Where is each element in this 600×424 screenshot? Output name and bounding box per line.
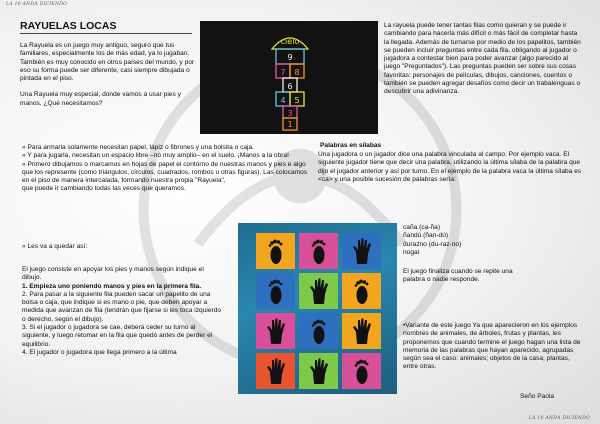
cell-number: 3 (287, 109, 293, 118)
list-item: » Primero dibujamos o marcamos en hojas de papel el contorno de nuestras manos y pies e algo que los represente (como triángulos, círculos, cuadrados, rombos u otras figuras). Las colocamos en el piso de manera intercalada, formando nuestra propia "Rayuela", (22, 160, 308, 185)
foot-icon (261, 236, 291, 266)
foot-tile (256, 233, 295, 269)
hopscotch-chalk-drawing (200, 21, 378, 134)
intro-text (20, 42, 196, 108)
foot-icon (304, 316, 334, 346)
rule-item: 2. Para pasar a la siguiente fila pueden sacar un papelito de una bolsa o caja, que indique si es mano o pie, que deben apoyar a medida que avanzan de fila (tendrán que fijarse si les toca izquierdo o derecho, según el dibujo). (22, 290, 222, 323)
cell-number: 8 (294, 68, 300, 77)
list-item: que puede ir cambiando todas las veces que queramos. (22, 185, 186, 193)
hand-icon (347, 316, 377, 346)
foot-icon (347, 356, 377, 386)
word-item: nogal (403, 248, 420, 256)
word-item: durazno (du-raz-no) (403, 240, 462, 248)
hand-icon (304, 276, 334, 306)
cell-number: 7 (280, 68, 286, 77)
list-item: » Y para jugarla, necesitan un espacio libre –no muy amplio– en el suelo. ¡Manos a la obra! (22, 152, 289, 160)
sky-label: cielo (280, 37, 300, 46)
foot-tile (342, 273, 381, 309)
hand-tile (256, 353, 295, 389)
foot-tile (342, 353, 381, 389)
hand-icon (347, 236, 377, 266)
game-variant: •Variante de este juego Ya que aparecieron en los ejemplos nombres de animales, de árboles, frutas y plantas, les proponemos que cuando termine el juego hagan una lista de memoria de las palabras que hayan aparecido, agrupadas según sea el caso: animales; objetos de la casa; plantas, entre otras. (403, 322, 581, 371)
foot-icon (347, 276, 377, 306)
rayuela-variations-text: La rayuela puede tener tantas filas como quieran y se puede ir cambiando para hacerla más difícil o más fácil de completar hasta la llegada. Además de turnarse por medio de los papelitos, también se pueden incluir preguntas entre cada fila, obligando al jugador o jugadora a contestar bien para poder avanzar (algo parecido al juego "Preguntados"). Las preguntas pueden ser sobre sus cosas favoritas: personajes de películas, dibujos, canciones, cuentos o también se pueden agregar desafíos como decir un trabalenguas o descubrir una adivinanza. (384, 22, 581, 96)
game-rules (22, 266, 222, 357)
cell-number: 1 (287, 120, 293, 129)
cell-number: 9 (287, 53, 293, 62)
hand-tile (342, 313, 381, 349)
hand-icon (261, 356, 291, 386)
palabras-text: Una jugadora o un jugador dice una palabra vinculada al campo. Por ejemplo vaca. El siguiente jugador tiene que decir una palabra, utilizando la última sílaba de la palabra que dijo el jugador anterior y así por turno. En el ejemplo de la palabra vaca la última sílaba es <ca> y una posible sucesión de palabras sería: (318, 151, 582, 183)
cell-number: 4 (280, 96, 286, 105)
cell-number: 5 (294, 96, 300, 105)
rules-intro: El juego consiste en apoyar los pies y manos según indique el dibujo. (22, 266, 204, 282)
signature: Seño Paola (520, 393, 555, 400)
hands-feet-photo (238, 223, 397, 394)
words-list (403, 224, 583, 257)
hand-tile (342, 233, 381, 269)
word-item: caña (ca-ña) (403, 224, 441, 231)
foot-icon (304, 236, 334, 266)
rule-item: 1. Empieza uno poniendo manos y pies en la primera fila. (22, 282, 202, 290)
rule-item: 4. El jugador o jugadora que llega primero a la última (22, 348, 177, 356)
foot-tile (299, 313, 338, 349)
game-ending: El juego finaliza cuando se repite una palabra o nadie responde. (403, 268, 513, 284)
cell-number: 6 (287, 82, 293, 91)
hand-tile (256, 313, 295, 349)
hand-icon (304, 356, 334, 386)
hand-tile (299, 353, 338, 389)
hands-feet-grid (256, 233, 389, 389)
title-divider (20, 33, 192, 34)
running-foot: LA 10 ANDA DICIENDO (528, 416, 590, 421)
word-item: ñandú (ñan-dú) (403, 232, 449, 240)
hand-icon (261, 316, 291, 346)
list-item: » Para armarla solamente necesitan papel, lápiz o fibrones y una bolsita o caja. (22, 144, 255, 151)
foot-tile (256, 273, 295, 309)
foot-icon (261, 276, 291, 306)
foot-tile (299, 233, 338, 269)
result-lead: » Les va a quedar así: (22, 243, 88, 250)
hopscotch-photo (200, 21, 378, 134)
intro-paragraph-1: La Rayuela es un juego muy antiguo, seguro que tus familiares, especialmente los de más edad, ya lo jugaban. También es muy conocido en otros países del mundo, y por eso su forma puede ser diferente, casi siempre dibujada o pintada en el piso. (20, 42, 195, 83)
running-head: LA 10 ANDA DICIENDO (6, 2, 68, 7)
rule-item: 3. Si el jugador o jugadora se cae, deberá ceder su turno al siguiente, y luego retomar en la fila que quedó antes de perder el equilibrio. (22, 324, 213, 348)
hand-tile (299, 273, 338, 309)
palabras-title: Palabras en sílabas (320, 142, 382, 149)
intro-paragraph-2: Una Rayuela muy especial, donde vamos a usar pies y manos. ¿Qué necesitamos? (20, 91, 181, 107)
article-title: RAYUELAS LOCAS (20, 20, 117, 32)
materials-list (22, 144, 310, 194)
